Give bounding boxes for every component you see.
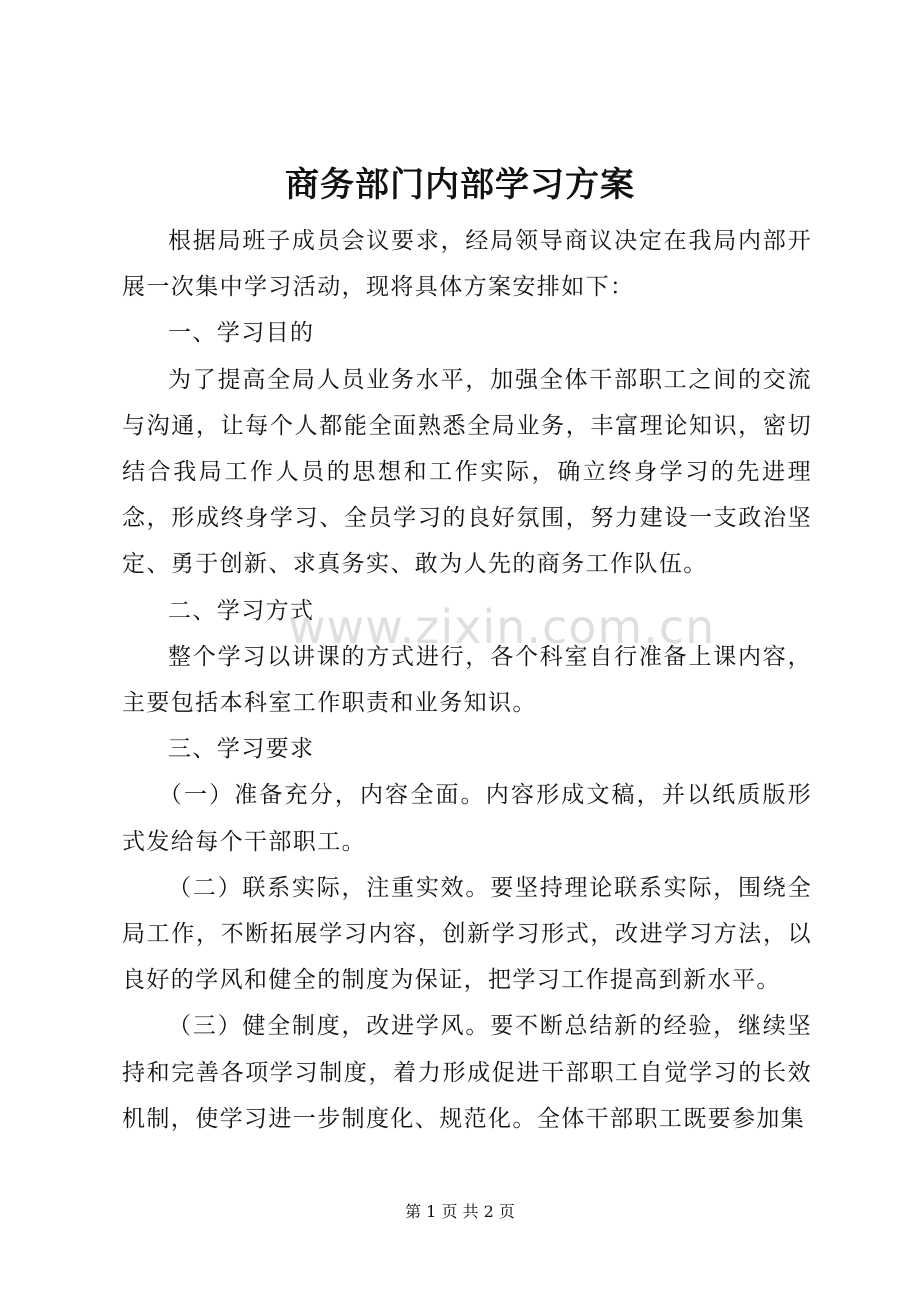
requirement-item-1: （一）准备充分，内容全面。内容形成文稿，并以纸质版形式发给每个干部职工。 [122, 782, 812, 855]
document-title: 商务部门内部学习方案 [285, 165, 635, 205]
page-footer: 第 1 页 共 2 页 [405, 1202, 515, 1221]
section-heading-method: 二、学习方式 [168, 597, 315, 624]
requirement-item-2: （二）联系实际，注重实效。要坚持理论联系实际，围绕全局工作，不断拓展学习内容，创新学习形式，改进学习方法，以良好的学风和健全的制度为保证，把学习工作提高到新水平。 [122, 874, 812, 994]
purpose-paragraph: 为了提高全局人员业务水平，加强全体干部职工之间的交流与沟通，让每个人都能全面熟悉全局业务，丰富理论知识，密切结合我局工作人员的思想和工作实际，确立终身学习的先进理念，形成终身学习、全员学习的良好氛围，努力建设一支政治坚定、勇于创新、求真务实、敢为人先的商务工作队伍。 [122, 366, 812, 578]
section-heading-purpose: 一、学习目的 [168, 320, 315, 347]
requirement-item-3: （三）健全制度，改进学风。要不断总结新的经验，继续坚持和完善各项学习制度，着力形成促进干部职工自觉学习的长效机制，使学习进一步制度化、规范化。全体干部职工既要参加集 [122, 1013, 812, 1132]
method-paragraph: 整个学习以讲课的方式进行，各个科室自行准备上课内容，主要包括本科室工作职责和业务知识。 [122, 643, 812, 717]
watermark: www.zixin.com.cn [288, 600, 716, 654]
intro-paragraph: 根据局班子成员会议要求，经局领导商议决定在我局内部开展一次集中学习活动，现将具体方案安排如下： [122, 228, 812, 301]
section-heading-requirements: 三、学习要求 [168, 736, 315, 763]
document-body [122, 218, 812, 1142]
